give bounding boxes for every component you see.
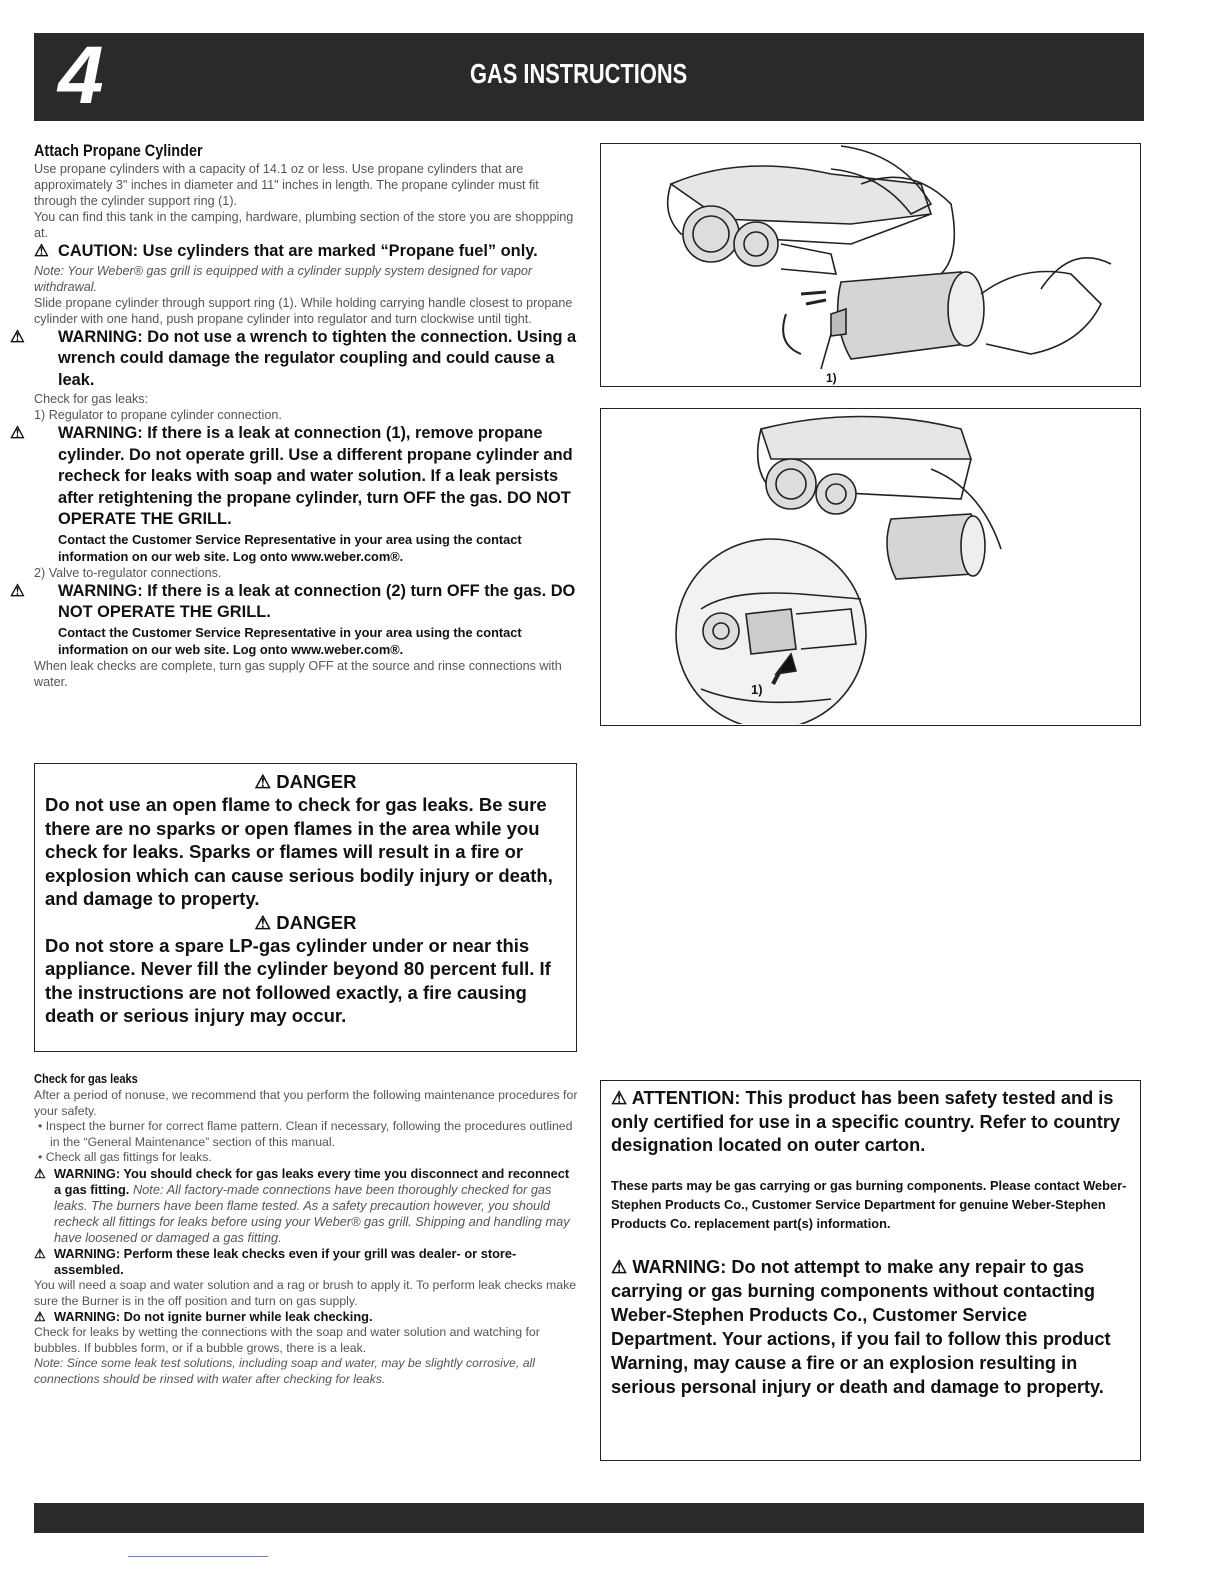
warning-dealer: ⚠ WARNING: Perform these leak checks even if your grill was dealer- or store-assembled. [34, 1245, 517, 1277]
warning-reconnect: ⚠ WARNING: You should check for gas leaks every time you disconnect and reconnect a gas fitting. Note: All factory-made connections have been thoroughly checked for gas leaks. The burners have been flame tested. As a safety precaution however, you should recheck all fittings for leaks before using your Weber® gas grill. Shipping and handling may have loosened or damaged a gas fitting. [34, 1165, 570, 1245]
contact-1: Contact the Customer Service Representative in your area using the contact information on our web site. Log onto www.weber.com®. [58, 531, 522, 564]
warning-leak-2: ⚠ WARNING: If there is a leak at connection (2) turn OFF the gas. DO NOT OPERATE THE GRILL. [10, 581, 576, 621]
warning-wrench: ⚠ WARNING: Do not use a wrench to tighten the connection. Using a wrench could damage the regulator coupling and could cause a leak. [10, 327, 577, 389]
figure-2-label: 1) [751, 682, 763, 697]
leak-check-illustration [601, 409, 1139, 724]
check-bullet-2: • Check all gas fittings for leaks. [38, 1150, 212, 1165]
check-section [34, 1071, 579, 1388]
page-title: GAS INSTRUCTIONS [470, 58, 688, 89]
attach-note: Note: Your Weber® gas grill is equipped with a cylinder supply system designed for vapor withdrawal. [34, 263, 533, 294]
check-note: Note: Since some leak test solutions, including soap and water, may be slightly corrosive, all connections should be rinsed with water after checking for leaks. [34, 1356, 536, 1386]
danger-text-2: Do not store a spare LP-gas cylinder under or near this appliance. Never fill the cylinder beyond 80 percent full. If the instructions are not followed exactly, a fire causing death or serious injury may occur. [45, 934, 551, 1026]
attach-p4: When leak checks are complete, turn gas supply OFF at the source and rinse connections with water. [34, 658, 562, 689]
warning-icon: ⚠ [34, 1165, 46, 1181]
section-number: 4 [58, 30, 104, 121]
warning-icon: ⚠ [34, 242, 49, 260]
check-p3: Check for leaks by wetting the connections with the soap and water solution and watching for bubbles. If bubbles form, or if a bubble grows, there is a leak. [34, 1325, 540, 1355]
warning-icon: ⚠ [10, 424, 25, 442]
warning-icon: ⚠ [10, 581, 25, 600]
figure-cylinder-attach [600, 143, 1141, 387]
danger-text-1: Do not use an open flame to check for gas leaks. Be sure there are no sparks or open flames in the area while you check for leaks. Sparks or flames will result in a fire or explosion which can cause serious bodily injury or death, and damage to property. [45, 794, 553, 909]
attach-section [10, 141, 582, 690]
attach-heading: Attach Propane Cylinder [34, 141, 203, 160]
danger-box [34, 763, 577, 1052]
grill-cylinder-illustration [601, 144, 1139, 385]
warning-icon: ⚠ [34, 1245, 46, 1261]
warning-ignite: ⚠ WARNING: Do not ignite burner while leak checking. [34, 1309, 373, 1325]
check-bullet-1: • Inspect the burner for correct flame pattern. Clean if necessary, following the procedures outlined in the “General Maintenance” section of this manual. [38, 1119, 573, 1149]
warning-icon: ⚠ [611, 1256, 628, 1277]
check-heading: Check for gas leaks [34, 1071, 138, 1086]
attach-p3: Slide propane cylinder through support ring (1). While holding carrying handle closest to propane cylinder with one hand, push propane cylinder into regulator and turn clockwise until tight. [34, 295, 573, 326]
check-item-1: 1) Regulator to propane cylinder connection. [34, 408, 282, 422]
footer-bar [34, 1503, 1144, 1533]
attach-p1: Use propane cylinders with a capacity of 14.1 oz or less. Use propane cylinders that are approximately 3" inches in diameter and 11" inches in length. The propane cylinder must fit through the cylinder support ring (1). [34, 162, 539, 208]
attention-warning: ⚠ WARNING: Do not attempt to make any repair to gas carrying or gas burning components without contacting Weber-Stephen Products Co., Customer Service Department. Your actions, if you fail to follow this product Warning, may cause a fire or an explosion resulting in serious personal injury or death and damage to property. [611, 1256, 1111, 1397]
check-item-2: 2) Valve to-regulator connections. [34, 565, 222, 580]
footer-rule [128, 1556, 268, 1557]
warning-icon: ⚠ [34, 1309, 46, 1325]
warning-icon: ⚠ [254, 911, 272, 933]
danger-title-1: ⚠ DANGER [254, 771, 357, 792]
attention-heading: ⚠ ATTENTION: This product has been safety tested and is only certified for use in a specific country. Refer to country designation located on outer carton. [611, 1088, 1121, 1155]
check-label: Check for gas leaks: [34, 392, 149, 406]
warning-leak-1: ⚠ WARNING: If there is a leak at connection (1), remove propane cylinder. Do not operate grill. Use a different propane cylinder and recheck for leaks with soap and water solution. If a leak persists after retightening the propane cylinder, turn OFF the gas. DO NOT OPERATE THE GRILL. [10, 424, 573, 528]
caution-text: ⚠ CAUTION: Use cylinders that are marked “Propane fuel” only. [34, 241, 582, 263]
attach-p2: You can find this tank in the camping, hardware, plumbing section of the store you are shoppping at. [34, 210, 574, 240]
check-p1: After a period of nonuse, we recommend that you perform the following maintenance procedures for your safety. [34, 1088, 578, 1118]
warning-icon: ⚠ [611, 1088, 628, 1108]
attention-box [600, 1080, 1141, 1461]
figure-leak-check [600, 408, 1141, 726]
danger-title-2: ⚠ DANGER [254, 911, 357, 933]
warning-icon: ⚠ [254, 771, 272, 792]
check-p2: You will need a soap and water solution and a rag or brush to apply it. To perform leak checks make sure the Burner is in the off position and turn on gas supply. [34, 1277, 577, 1308]
contact-2: Contact the Customer Service Representative in your area using the contact information on our web site. Log onto www.weber.com®. [58, 624, 522, 657]
figure-1-label: 1) [826, 371, 837, 385]
warning-icon: ⚠ [10, 327, 25, 346]
attention-parts: These parts may be gas carrying or gas burning components. Please contact Weber-Stephen Products Co., Customer Service Department for genuine Weber-Stephen Products Co. replacement part(s) information. [611, 1177, 1127, 1231]
